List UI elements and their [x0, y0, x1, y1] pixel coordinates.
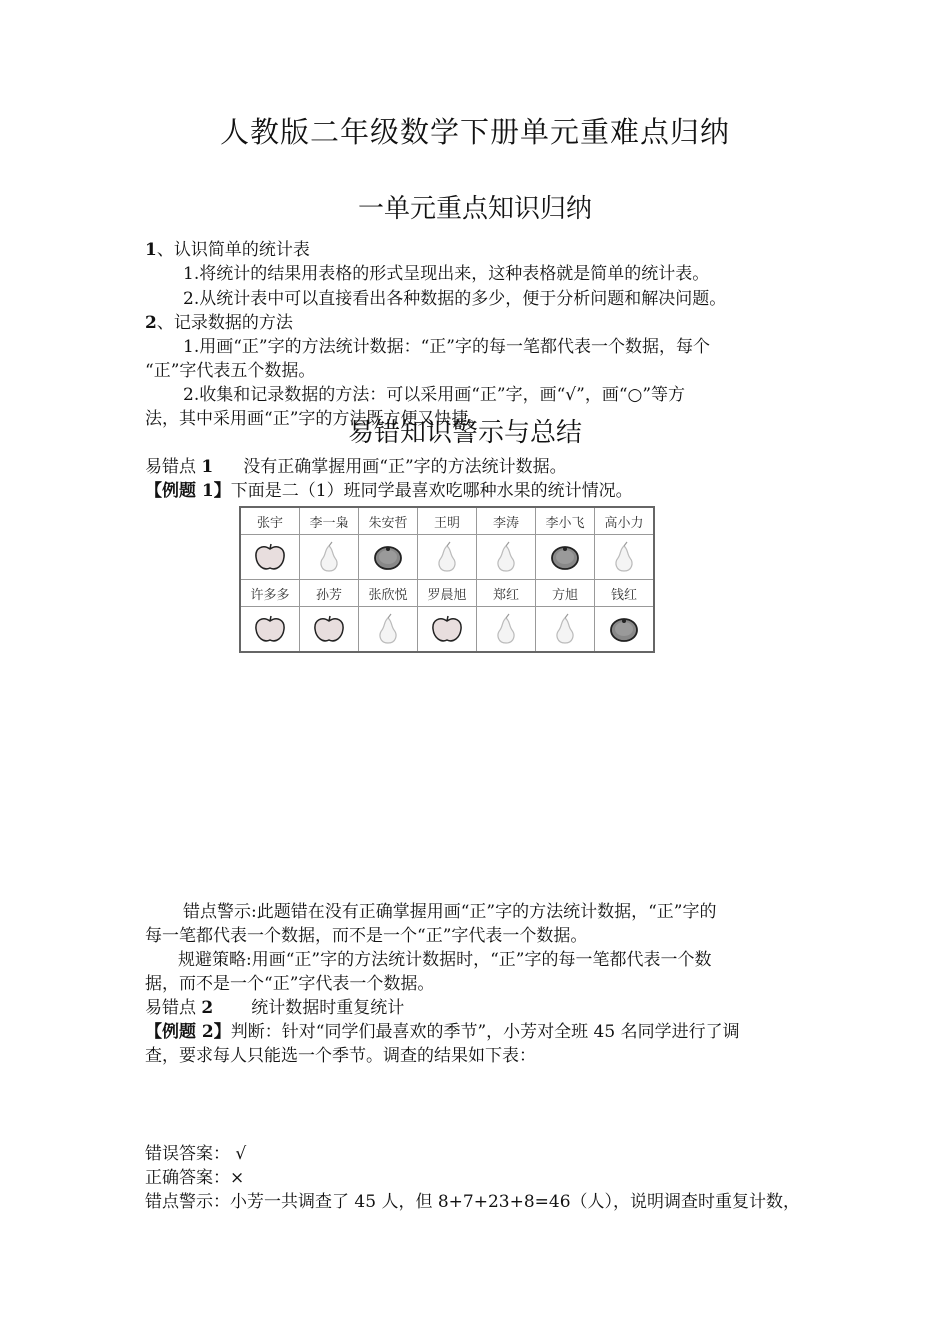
strategy-1a: 规避策略:用画“正”字的方法统计数据时，“正”字的每一笔都代表一个数 — [178, 950, 712, 970]
strategy-1b: 据，而不是一个“正”字代表一个数据。 — [145, 974, 435, 994]
student-name: 郑红 — [477, 580, 536, 607]
document-title: 人教版二年级数学下册单元重难点归纳 — [219, 115, 730, 149]
fruit-survey-table — [239, 506, 655, 653]
error-point-2: 易错点 2 统计数据时重复统计 — [145, 998, 405, 1018]
orange-icon — [536, 535, 595, 580]
para-3b: “正”字代表五个数据。 — [145, 361, 316, 381]
para-2: 2.从统计表中可以直接看出各种数据的多少，便于分析问题和解决问题。 — [183, 289, 727, 309]
student-name: 孙芳 — [300, 580, 359, 607]
para-4a: 2.收集和记录数据的方法：可以采用画“正”字，画“√”，画“○”等方 — [183, 385, 686, 405]
student-name: 罗晨旭 — [418, 580, 477, 607]
correct-answer: 正确答案：× — [145, 1168, 245, 1188]
orange-icon — [595, 607, 655, 653]
student-name: 李小飞 — [536, 507, 595, 535]
warning-2: 错点警示：小芳一共调查了 45 人，但 8+7+23+8=46（人），说明调查时重复计数， — [145, 1192, 801, 1212]
example-2b: 查，要求每人只能选一个季节。调查的结果如下表： — [145, 1046, 536, 1066]
para-1: 1.将统计的结果用表格的形式呈现出来，这种表格就是简单的统计表。 — [183, 264, 710, 284]
student-name: 朱安哲 — [359, 507, 418, 535]
student-name: 王明 — [418, 507, 477, 535]
heading-1: 1、认识简单的统计表 — [145, 240, 310, 260]
student-name: 方旭 — [536, 580, 595, 607]
section-title-unit1: 一单元重点知识归纳 — [357, 194, 592, 224]
pear-icon — [595, 535, 655, 580]
pear-icon — [536, 607, 595, 653]
student-name: 钱红 — [595, 580, 655, 607]
pear-icon — [477, 535, 536, 580]
apple-icon — [418, 607, 477, 653]
warning-1b: 每一笔都代表一个数据，而不是一个“正”字代表一个数据。 — [145, 926, 588, 946]
pear-icon — [300, 535, 359, 580]
apple-icon — [240, 607, 300, 653]
apple-icon — [300, 607, 359, 653]
student-name: 张宇 — [240, 507, 300, 535]
wrong-answer: 错误答案： √ — [145, 1144, 247, 1164]
orange-icon — [359, 535, 418, 580]
para-3a: 1.用画“正”字的方法统计数据：“正”字的每一笔都代表一个数据，每个 — [183, 337, 710, 357]
student-name: 李涛 — [477, 507, 536, 535]
apple-icon — [240, 535, 300, 580]
warning-1a: 错点警示:此题错在没有正确掌握用画“正”字的方法统计数据，“正”字的 — [183, 902, 717, 922]
student-name: 李一枭 — [300, 507, 359, 535]
pear-icon — [418, 535, 477, 580]
student-name: 许多多 — [240, 580, 300, 607]
heading-2: 2、记录数据的方法 — [145, 313, 293, 333]
section-title-errors: 易错知识警示与总结 — [348, 418, 583, 448]
example-1: 【例题 1】下面是二（1）班同学最喜欢吃哪种水果的统计情况。 — [145, 481, 633, 501]
student-name: 高小力 — [595, 507, 655, 535]
error-point-1: 易错点 1 没有正确掌握用画“正”字的方法统计数据。 — [145, 457, 567, 477]
example-2a: 【例题 2】判断：针对“同学们最喜欢的季节”，小芳对全班 45 名同学进行了调 — [145, 1022, 740, 1042]
pear-icon — [477, 607, 536, 653]
pear-icon — [359, 607, 418, 653]
student-name: 张欣悦 — [359, 580, 418, 607]
para-4b: 法，其中采用画“正”字的方法既方便又快捷。 — [145, 409, 486, 429]
